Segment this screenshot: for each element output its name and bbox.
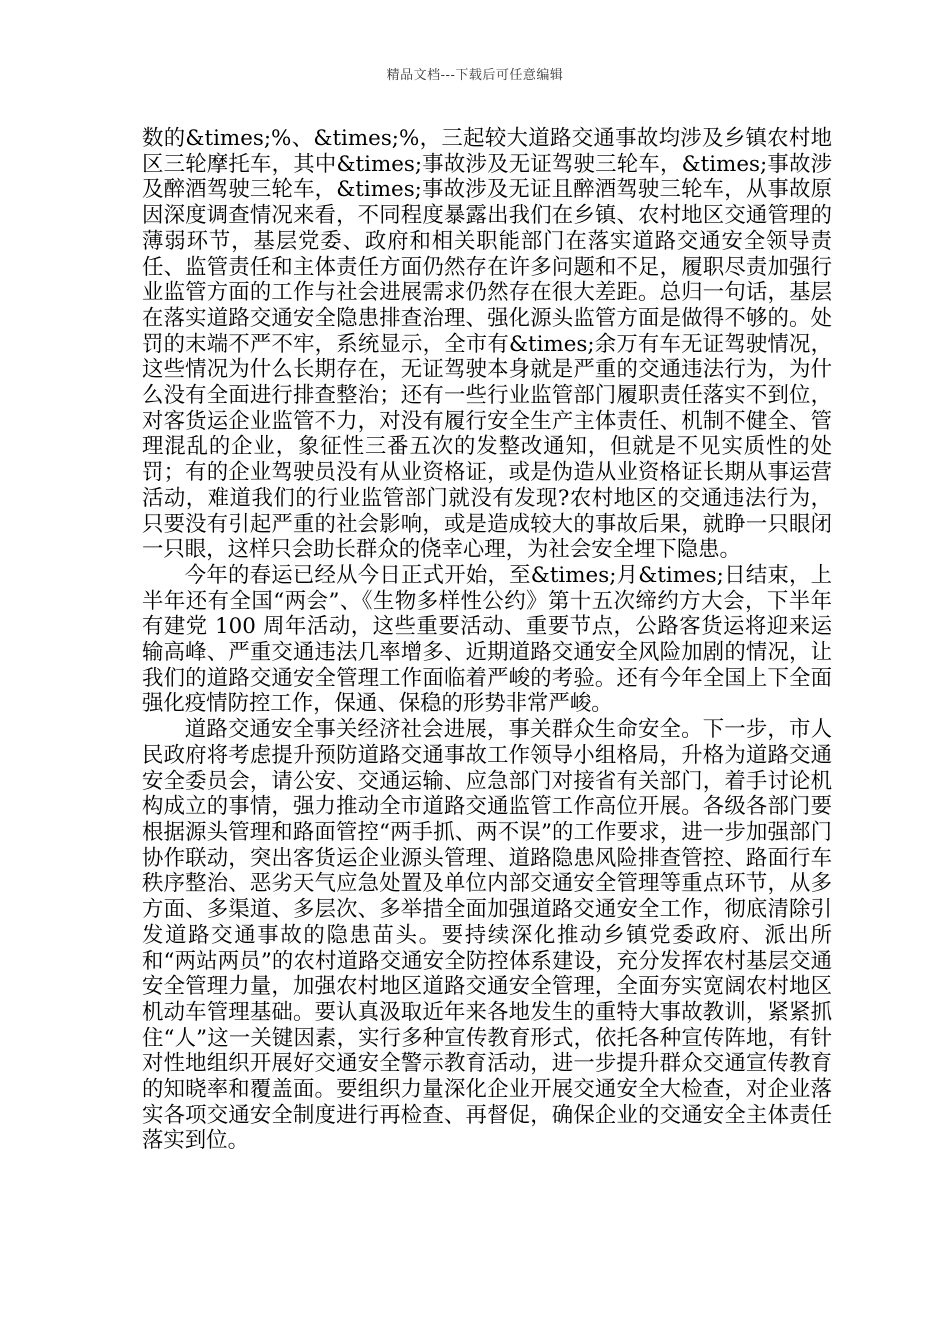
page-header: 精品文档---下载后可任意编辑 xyxy=(386,68,564,83)
paragraph-1: 数的&times;%、&times;%，三起较大道路交通事故均涉及乡镇农村地区三轮摩托车，其中&times;事故涉及无证驾驶三轮车，&times;事故涉及醉酒驾驶三轮车，&times;事故涉及无证且醉酒驾驶三轮车，从事故原因深度调查情况来看，不同程度暴露出我们在乡镇、农村地区交通管理的薄弱环节，基层党委、政府和相关职能部门在落实道路交通安全领导责任、监管责任和主体责任方面仍然存在许多问题和不足，履职尽责加强行业监管方面的工作与社会进展需求仍然存在很大差距。总归一句话，基层在落实道路交通安全隐患排查治理、强化源头监管方面是做得不够的。处罚的末端不严不牢，系统显示，全市有&times;余万有车无证驾驶情况，这些情况为什么长期存在，无证驾驶本身就是严重的交通违法行为，为什么没有全面进行排查整治；还有一些行业监管部门履职责任落实不到位，对客货运企业监管不力，对没有履行安全生产主体责任、机制不健全、管理混乱的企业，象征性三番五次的发整改通知，但就是不见实质性的处罚；有的企业驾驶员没有从业资格证，或是伪造从业资格证长期从事运营活动，难道我们的行业监管部门就没有发现?农村地区的交通违法行为，只要没有引起严重的社会影响，或是造成较大的事故后果，就睁一只眼闭一只眼，这样只会助长群众的侥幸心理，为社会安全埋下隐患。 xyxy=(142,126,832,563)
paragraph-2: 今年的春运已经从今日正式开始，至&times;月&times;日结束，上半年还有全国“两会”、《生物多样性公约》第十五次缔约方大会，下半年有建党 100 周年活动，这些重要活动、重要节点，公路客货运将迎来运输高峰、严重交通违法几率增多、近期道路交通安全风险加剧的情况，让我们的道路交通安全管理工作面临着严峻的考验。还有今年全国上下全面强化疫情防控工作，保通、保稳的形势非常严峻。 xyxy=(142,562,832,717)
document-body xyxy=(142,126,832,1154)
paragraph-3: 道路交通安全事关经济社会进展，事关群众生命安全。下一步，市人民政府将考虑提升预防道路交通事故工作领导小组格局，升格为道路交通安全委员会，请公安、交通运输、应急部门对接省有关部门，着手讨论机构成立的事情，强力推动全市道路交通监管工作高位开展。各级各部门要根据源头管理和路面管控“两手抓、两不误”的工作要求，进一步加强部门协作联动，突出客货运企业源头管理、道路隐患风险排查管控、路面行车秩序整治、恶劣天气应急处置及单位内部交通安全管理等重点环节，从多方面、多渠道、多层次、多举措全面加强道路交通安全工作，彻底清除引发道路交通事故的隐患苗头。要持续深化推动乡镇党委政府、派出所和“两站两员”的农村道路交通安全防控体系建设，充分发挥农村基层交通安全管理力量，加强农村地区道路交通安全管理，全面夯实宽阔农村地区机动车管理基础。要认真汲取近年来各地发生的重特大事故教训，紧紧抓住“人”这一关键因素，实行多种宣传教育形式，依托各种宣传阵地，有针对性地组织开展好交通安全警示教育活动，进一步提升群众交通宣传教育的知晓率和覆盖面。要组织力量深化企业开展交通安全大检查，对企业落实各项交通安全制度进行再检查、再督促，确保企业的交通安全主体责任落实到位。 xyxy=(142,717,832,1154)
